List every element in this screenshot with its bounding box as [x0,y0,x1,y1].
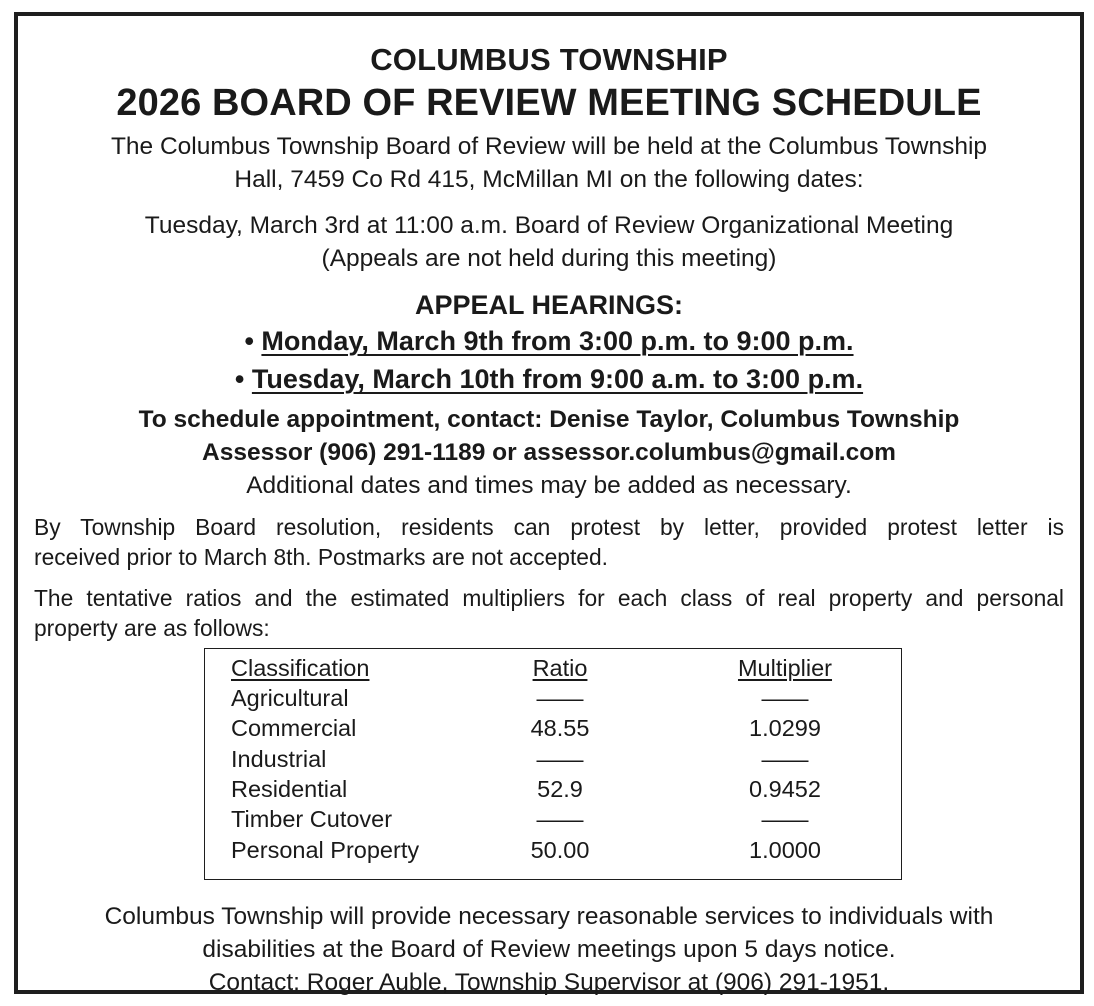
ratio-cell: —— [536,746,584,772]
ratio-header: Ratio [532,655,588,681]
multiplier-cell: 0.9452 [749,776,821,802]
table-row [205,715,901,745]
footer-line: Columbus Township will provide necessary reasonable services to individuals with [104,903,994,930]
table-row [205,685,901,715]
intro-line: Hall, 7459 Co Rd 415, McMillan MI on the following dates: [234,166,864,193]
ratios-line: property are as follows: [34,615,270,641]
ratios-line: The tentative ratios and the estimated multipliers for each class of real property and personal [34,585,1064,611]
township-title: COLUMBUS TOWNSHIP [370,42,728,77]
protest-line: By Township Board resolution, residents can protest by letter, provided protest letter is [34,514,1064,540]
classification-cell: Agricultural [231,685,349,711]
protest-paragraph [34,512,1064,572]
notice-frame [14,12,1084,994]
table-row [205,746,901,776]
schedule-title: 2026 BOARD OF REVIEW MEETING SCHEDULE [116,82,982,124]
multiplier-cell: —— [761,685,809,711]
bullet: • [244,326,254,356]
appeal-hearings-heading: APPEAL HEARINGS: [414,290,684,320]
table-header-row [205,655,901,685]
ratio-cell: —— [536,685,584,711]
contact-line: Assessor (906) 291-1189 or assessor.columbus@gmail.com [202,439,896,466]
organizational-line: Tuesday, March 3rd at 11:00 a.m. Board of Review Organizational Meeting [144,212,954,239]
multiplier-cell: —— [761,806,809,832]
classification-cell: Industrial [231,746,327,772]
multiplier-header: Multiplier [737,655,833,681]
classification-cell: Timber Cutover [231,806,393,832]
table-row [205,776,901,806]
bullet: • [234,364,245,394]
hearing-date: Monday, March 9th from 3:00 p.m. to 9:00 p.m. [261,326,854,356]
additional-dates-note: Additional dates and times may be added as necessary. [246,472,852,499]
classification-header: Classification [231,655,370,681]
hearing-item [18,326,1080,357]
multiplier-cell: 1.0299 [749,715,821,741]
ratios-paragraph [34,583,1064,643]
intro-line: The Columbus Township Board of Review will be held at the Columbus Township [110,133,988,160]
footer-line: Contact: Roger Auble, Township Supervisor at (906) 291-1951. [208,969,890,996]
table-row [205,837,901,867]
accessibility-notice [18,900,1080,999]
classification-cell: Personal Property [231,837,420,863]
multiplier-cell: —— [761,746,809,772]
protest-line: received prior to March 8th. Postmarks are not accepted. [34,544,608,570]
table-row [205,806,901,836]
hearing-item [18,364,1080,395]
classification-cell: Commercial [231,715,357,741]
multiplier-cell: 1.0000 [749,837,821,863]
intro-paragraph [18,130,1080,196]
ratio-multiplier-table [204,648,902,880]
organizational-meeting [18,209,1080,275]
footer-line: disabilities at the Board of Review meetings upon 5 days notice. [202,936,896,963]
ratio-cell: 52.9 [537,776,583,802]
appointment-contact [18,403,1080,469]
ratio-cell: 48.55 [530,715,590,741]
classification-cell: Residential [231,776,348,802]
contact-line: To schedule appointment, contact: Denise Taylor, Columbus Township [138,406,960,433]
organizational-note: (Appeals are not held during this meeting) [321,245,777,272]
ratio-cell: 50.00 [530,837,590,863]
hearing-date: Tuesday, March 10th from 9:00 a.m. to 3:00 p.m. [251,364,864,394]
ratio-cell: —— [536,806,584,832]
